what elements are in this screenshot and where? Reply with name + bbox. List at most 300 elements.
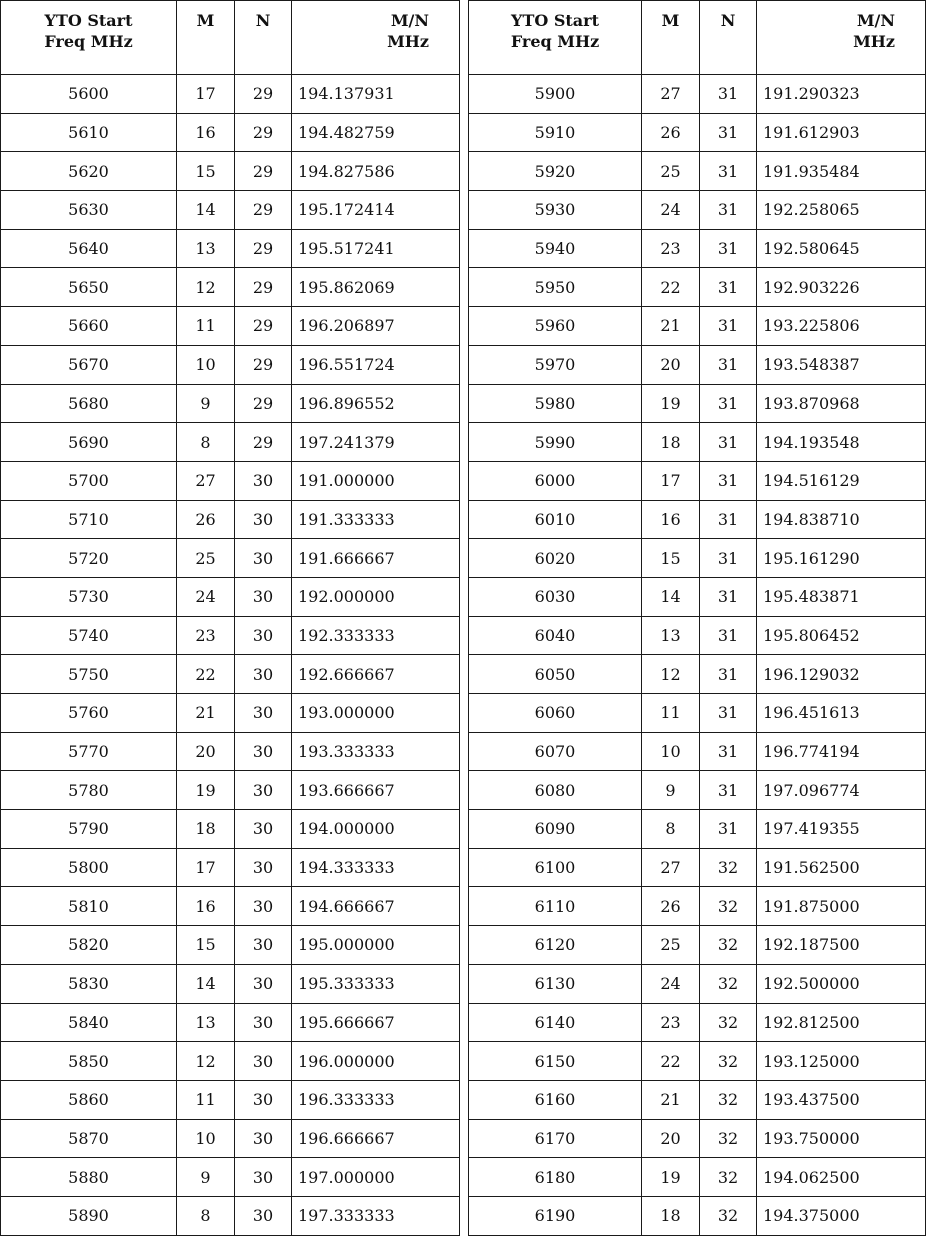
mn-ratio-cell: 194.000000 xyxy=(292,810,460,849)
yto-freq-cell: 6120 xyxy=(469,926,642,965)
mn-ratio-cell: 195.161290 xyxy=(757,539,926,578)
yto-freq-cell: 5660 xyxy=(1,307,177,346)
table-row xyxy=(1,926,460,965)
n-cell: 29 xyxy=(235,307,292,346)
n-cell: 30 xyxy=(235,655,292,694)
n-cell: 31 xyxy=(700,655,757,694)
m-cell: 21 xyxy=(642,1080,700,1119)
mn-header-line1: M/N xyxy=(390,11,429,30)
yto-freq-cell: 6180 xyxy=(469,1158,642,1197)
n-cell: 29 xyxy=(235,113,292,152)
table-row xyxy=(1,1080,460,1119)
m-cell: 11 xyxy=(177,1080,235,1119)
m-cell: 23 xyxy=(642,1003,700,1042)
m-cell: 19 xyxy=(642,384,700,423)
table-row xyxy=(1,75,460,114)
yto-freq-cell: 5760 xyxy=(1,694,177,733)
mn-ratio-cell: 192.666667 xyxy=(292,655,460,694)
n-cell: 30 xyxy=(235,1042,292,1081)
yto-freq-cell: 6070 xyxy=(469,732,642,771)
yto-freq-cell: 5700 xyxy=(1,461,177,500)
n-cell: 31 xyxy=(700,384,757,423)
table-row xyxy=(1,152,460,191)
yto-freq-cell: 5640 xyxy=(1,229,177,268)
table-row xyxy=(1,461,460,500)
yto-freq-cell: 6010 xyxy=(469,500,642,539)
m-cell: 26 xyxy=(642,113,700,152)
yto-freq-cell: 6030 xyxy=(469,577,642,616)
mn-ratio-cell: 195.000000 xyxy=(292,926,460,965)
m-cell: 13 xyxy=(177,1003,235,1042)
table-row xyxy=(1,500,460,539)
table-row xyxy=(1,423,460,462)
yto-freq-cell: 6160 xyxy=(469,1080,642,1119)
mn-ratio-cell: 194.333333 xyxy=(292,848,460,887)
table-row xyxy=(469,1158,926,1197)
yto-freq-cell: 5960 xyxy=(469,307,642,346)
m-cell: 15 xyxy=(177,926,235,965)
left-frequency-table xyxy=(0,0,460,1236)
n-cell: 31 xyxy=(700,500,757,539)
yto-freq-cell: 6190 xyxy=(469,1196,642,1235)
n-cell: 29 xyxy=(235,345,292,384)
mn-ratio-cell: 191.666667 xyxy=(292,539,460,578)
yto-freq-cell: 6110 xyxy=(469,887,642,926)
m-cell: 12 xyxy=(177,1042,235,1081)
table-row xyxy=(469,887,926,926)
yto-freq-cell: 5830 xyxy=(1,964,177,1003)
n-cell: 32 xyxy=(700,887,757,926)
n-header: N xyxy=(235,1,292,75)
n-cell: 30 xyxy=(235,964,292,1003)
mn-ratio-cell: 195.862069 xyxy=(292,268,460,307)
table-row xyxy=(469,1003,926,1042)
m-cell: 14 xyxy=(177,191,235,230)
header-row xyxy=(469,1,926,75)
mn-ratio-cell: 194.516129 xyxy=(757,461,926,500)
table-row xyxy=(1,229,460,268)
yto-freq-cell: 6060 xyxy=(469,694,642,733)
yto-freq-cell: 5770 xyxy=(1,732,177,771)
n-cell: 32 xyxy=(700,964,757,1003)
mn-ratio-cell: 194.193548 xyxy=(757,423,926,462)
yto-freq-cell: 6130 xyxy=(469,964,642,1003)
mn-ratio-cell: 192.258065 xyxy=(757,191,926,230)
mn-ratio-cell: 191.562500 xyxy=(757,848,926,887)
n-cell: 31 xyxy=(700,732,757,771)
yto-freq-cell: 5610 xyxy=(1,113,177,152)
yto-header-line1: YTO Start xyxy=(511,11,599,30)
m-cell: 15 xyxy=(177,152,235,191)
yto-freq-cell: 5710 xyxy=(1,500,177,539)
table-row xyxy=(1,577,460,616)
m-cell: 16 xyxy=(177,113,235,152)
table-row xyxy=(469,461,926,500)
mn-ratio-cell: 193.225806 xyxy=(757,307,926,346)
m-cell: 18 xyxy=(177,810,235,849)
n-cell: 30 xyxy=(235,1196,292,1235)
table-row xyxy=(1,771,460,810)
n-cell: 30 xyxy=(235,887,292,926)
yto-freq-cell: 5810 xyxy=(1,887,177,926)
yto-freq-cell: 6040 xyxy=(469,616,642,655)
yto-freq-cell: 5980 xyxy=(469,384,642,423)
yto-start-freq-header xyxy=(1,1,177,75)
m-cell: 10 xyxy=(177,1119,235,1158)
yto-freq-cell: 5750 xyxy=(1,655,177,694)
m-cell: 9 xyxy=(177,1158,235,1197)
n-cell: 29 xyxy=(235,152,292,191)
m-cell: 25 xyxy=(177,539,235,578)
table-row xyxy=(469,268,926,307)
n-cell: 31 xyxy=(700,423,757,462)
table-row xyxy=(469,191,926,230)
m-cell: 19 xyxy=(177,771,235,810)
mn-ratio-cell: 195.172414 xyxy=(292,191,460,230)
table-row xyxy=(1,268,460,307)
yto-freq-cell: 5820 xyxy=(1,926,177,965)
m-cell: 24 xyxy=(642,191,700,230)
m-cell: 9 xyxy=(642,771,700,810)
table-row xyxy=(469,810,926,849)
yto-freq-cell: 5890 xyxy=(1,1196,177,1235)
yto-header-line1: YTO Start xyxy=(44,11,133,30)
n-cell: 32 xyxy=(700,1196,757,1235)
n-cell: 30 xyxy=(235,810,292,849)
m-cell: 10 xyxy=(177,345,235,384)
yto-header-line2: Freq MHz xyxy=(44,32,133,51)
table-row xyxy=(469,1080,926,1119)
n-cell: 32 xyxy=(700,1003,757,1042)
mn-ratio-cell: 191.875000 xyxy=(757,887,926,926)
mn-ratio-cell: 193.666667 xyxy=(292,771,460,810)
m-cell: 27 xyxy=(177,461,235,500)
table-row xyxy=(1,1042,460,1081)
n-cell: 31 xyxy=(700,771,757,810)
mn-ratio-cell: 197.333333 xyxy=(292,1196,460,1235)
mn-ratio-cell: 196.551724 xyxy=(292,345,460,384)
n-cell: 29 xyxy=(235,191,292,230)
mn-ratio-cell: 193.437500 xyxy=(757,1080,926,1119)
mn-ratio-cell: 192.580645 xyxy=(757,229,926,268)
n-cell: 31 xyxy=(700,539,757,578)
mn-ratio-cell: 196.666667 xyxy=(292,1119,460,1158)
mn-ratio-cell: 196.206897 xyxy=(292,307,460,346)
n-cell: 30 xyxy=(235,694,292,733)
n-cell: 30 xyxy=(235,1158,292,1197)
yto-freq-cell: 5930 xyxy=(469,191,642,230)
table-row xyxy=(1,732,460,771)
table-row xyxy=(469,1042,926,1081)
mn-ratio-cell: 195.806452 xyxy=(757,616,926,655)
n-cell: 29 xyxy=(235,75,292,114)
m-cell: 9 xyxy=(177,384,235,423)
yto-freq-cell: 5600 xyxy=(1,75,177,114)
m-cell: 10 xyxy=(642,732,700,771)
yto-freq-cell: 5920 xyxy=(469,152,642,191)
mn-ratio-cell: 195.333333 xyxy=(292,964,460,1003)
m-cell: 17 xyxy=(177,848,235,887)
mn-ratio-cell: 195.517241 xyxy=(292,229,460,268)
yto-freq-cell: 6050 xyxy=(469,655,642,694)
n-cell: 30 xyxy=(235,1003,292,1042)
m-cell: 25 xyxy=(642,152,700,191)
n-cell: 30 xyxy=(235,461,292,500)
table-row xyxy=(1,1119,460,1158)
m-cell: 17 xyxy=(177,75,235,114)
table-row xyxy=(1,1158,460,1197)
n-cell: 30 xyxy=(235,616,292,655)
mn-ratio-cell: 192.187500 xyxy=(757,926,926,965)
table-row xyxy=(1,384,460,423)
yto-freq-cell: 5940 xyxy=(469,229,642,268)
table-row xyxy=(1,1003,460,1042)
n-cell: 31 xyxy=(700,307,757,346)
yto-freq-cell: 6020 xyxy=(469,539,642,578)
yto-freq-cell: 5650 xyxy=(1,268,177,307)
m-cell: 22 xyxy=(642,268,700,307)
n-cell: 32 xyxy=(700,1119,757,1158)
mn-header xyxy=(292,1,460,75)
n-cell: 31 xyxy=(700,461,757,500)
mn-ratio-cell: 196.129032 xyxy=(757,655,926,694)
n-cell: 31 xyxy=(700,616,757,655)
mn-ratio-cell: 194.137931 xyxy=(292,75,460,114)
mn-ratio-cell: 192.333333 xyxy=(292,616,460,655)
mn-ratio-cell: 196.000000 xyxy=(292,1042,460,1081)
left-table-body xyxy=(1,75,460,1236)
table-row xyxy=(469,152,926,191)
m-cell: 16 xyxy=(177,887,235,926)
n-cell: 32 xyxy=(700,926,757,965)
yto-freq-cell: 5860 xyxy=(1,1080,177,1119)
m-cell: 23 xyxy=(642,229,700,268)
m-cell: 13 xyxy=(177,229,235,268)
yto-freq-cell: 6090 xyxy=(469,810,642,849)
m-cell: 26 xyxy=(177,500,235,539)
mn-ratio-cell: 196.896552 xyxy=(292,384,460,423)
n-cell: 31 xyxy=(700,113,757,152)
n-cell: 30 xyxy=(235,577,292,616)
yto-freq-cell: 5720 xyxy=(1,539,177,578)
mn-ratio-cell: 196.333333 xyxy=(292,1080,460,1119)
yto-freq-cell: 5850 xyxy=(1,1042,177,1081)
m-cell: 19 xyxy=(642,1158,700,1197)
table-row xyxy=(469,500,926,539)
m-header: M xyxy=(642,1,700,75)
table-row xyxy=(469,1196,926,1235)
mn-ratio-cell: 194.375000 xyxy=(757,1196,926,1235)
m-cell: 22 xyxy=(177,655,235,694)
m-cell: 18 xyxy=(642,423,700,462)
table-row xyxy=(1,345,460,384)
mn-ratio-cell: 192.812500 xyxy=(757,1003,926,1042)
table-row xyxy=(469,848,926,887)
mn-ratio-cell: 192.500000 xyxy=(757,964,926,1003)
m-cell: 18 xyxy=(642,1196,700,1235)
yto-freq-cell: 5730 xyxy=(1,577,177,616)
table-row xyxy=(469,113,926,152)
m-cell: 14 xyxy=(642,577,700,616)
table-row xyxy=(1,810,460,849)
n-cell: 32 xyxy=(700,1158,757,1197)
mn-ratio-cell: 193.548387 xyxy=(757,345,926,384)
n-header: N xyxy=(700,1,757,75)
mn-ratio-cell: 195.666667 xyxy=(292,1003,460,1042)
m-cell: 12 xyxy=(177,268,235,307)
yto-freq-cell: 5840 xyxy=(1,1003,177,1042)
n-cell: 30 xyxy=(235,848,292,887)
n-cell: 32 xyxy=(700,1042,757,1081)
n-cell: 30 xyxy=(235,539,292,578)
yto-header-line2: Freq MHz xyxy=(510,32,600,51)
mn-ratio-cell: 191.935484 xyxy=(757,152,926,191)
mn-ratio-cell: 193.750000 xyxy=(757,1119,926,1158)
table-row xyxy=(469,926,926,965)
table-row xyxy=(1,191,460,230)
m-cell: 20 xyxy=(642,1119,700,1158)
table-row xyxy=(469,655,926,694)
table-row xyxy=(469,229,926,268)
yto-start-freq-header xyxy=(469,1,642,75)
table-row xyxy=(469,732,926,771)
table-row xyxy=(469,539,926,578)
yto-freq-cell: 5620 xyxy=(1,152,177,191)
mn-ratio-cell: 195.483871 xyxy=(757,577,926,616)
n-cell: 29 xyxy=(235,268,292,307)
yto-freq-cell: 5870 xyxy=(1,1119,177,1158)
mn-ratio-cell: 197.241379 xyxy=(292,423,460,462)
m-cell: 21 xyxy=(177,694,235,733)
yto-freq-cell: 5990 xyxy=(469,423,642,462)
yto-freq-cell: 5900 xyxy=(469,75,642,114)
mn-ratio-cell: 191.612903 xyxy=(757,113,926,152)
n-cell: 30 xyxy=(235,500,292,539)
yto-freq-cell: 5910 xyxy=(469,113,642,152)
yto-freq-cell: 5800 xyxy=(1,848,177,887)
m-cell: 22 xyxy=(642,1042,700,1081)
n-cell: 29 xyxy=(235,384,292,423)
table-row xyxy=(469,577,926,616)
n-cell: 29 xyxy=(235,229,292,268)
table-row xyxy=(469,423,926,462)
m-cell: 20 xyxy=(177,732,235,771)
m-cell: 16 xyxy=(642,500,700,539)
table-row xyxy=(469,1119,926,1158)
yto-freq-cell: 6000 xyxy=(469,461,642,500)
n-cell: 32 xyxy=(700,848,757,887)
m-header: M xyxy=(177,1,235,75)
m-cell: 11 xyxy=(177,307,235,346)
n-cell: 30 xyxy=(235,1119,292,1158)
n-cell: 31 xyxy=(700,75,757,114)
table-row xyxy=(469,771,926,810)
n-cell: 30 xyxy=(235,732,292,771)
mn-ratio-cell: 194.062500 xyxy=(757,1158,926,1197)
mn-ratio-cell: 194.666667 xyxy=(292,887,460,926)
yto-freq-cell: 6170 xyxy=(469,1119,642,1158)
yto-freq-cell: 5690 xyxy=(1,423,177,462)
yto-freq-cell: 5880 xyxy=(1,1158,177,1197)
n-cell: 31 xyxy=(700,229,757,268)
n-cell: 31 xyxy=(700,577,757,616)
table-row xyxy=(1,1196,460,1235)
yto-freq-cell: 6100 xyxy=(469,848,642,887)
n-cell: 30 xyxy=(235,926,292,965)
mn-ratio-cell: 197.096774 xyxy=(757,771,926,810)
n-cell: 31 xyxy=(700,268,757,307)
table-row xyxy=(1,848,460,887)
n-cell: 30 xyxy=(235,771,292,810)
mn-ratio-cell: 193.870968 xyxy=(757,384,926,423)
table-row xyxy=(469,75,926,114)
mn-ratio-cell: 192.903226 xyxy=(757,268,926,307)
yto-freq-cell: 5970 xyxy=(469,345,642,384)
table-row xyxy=(1,964,460,1003)
mn-ratio-cell: 196.451613 xyxy=(757,694,926,733)
m-cell: 13 xyxy=(642,616,700,655)
m-cell: 20 xyxy=(642,345,700,384)
table-row xyxy=(469,694,926,733)
yto-freq-cell: 5950 xyxy=(469,268,642,307)
yto-freq-cell: 6140 xyxy=(469,1003,642,1042)
mn-header-line2: MHz xyxy=(853,32,895,51)
m-cell: 24 xyxy=(642,964,700,1003)
m-cell: 23 xyxy=(177,616,235,655)
table-row xyxy=(1,307,460,346)
mn-ratio-cell: 194.482759 xyxy=(292,113,460,152)
m-cell: 27 xyxy=(642,848,700,887)
mn-ratio-cell: 193.125000 xyxy=(757,1042,926,1081)
mn-ratio-cell: 193.000000 xyxy=(292,694,460,733)
yto-freq-cell: 5790 xyxy=(1,810,177,849)
m-cell: 8 xyxy=(642,810,700,849)
table-row xyxy=(469,384,926,423)
m-cell: 21 xyxy=(642,307,700,346)
n-cell: 29 xyxy=(235,423,292,462)
mn-header-line2: MHz xyxy=(387,32,429,51)
table-row xyxy=(1,887,460,926)
n-cell: 30 xyxy=(235,1080,292,1119)
mn-ratio-cell: 192.000000 xyxy=(292,577,460,616)
mn-ratio-cell: 193.333333 xyxy=(292,732,460,771)
table-row xyxy=(469,616,926,655)
m-cell: 12 xyxy=(642,655,700,694)
yto-freq-cell: 5780 xyxy=(1,771,177,810)
yto-freq-cell: 5680 xyxy=(1,384,177,423)
table-row xyxy=(1,616,460,655)
n-cell: 31 xyxy=(700,810,757,849)
m-cell: 15 xyxy=(642,539,700,578)
yto-freq-cell: 5740 xyxy=(1,616,177,655)
n-cell: 31 xyxy=(700,694,757,733)
table-row xyxy=(1,113,460,152)
m-cell: 8 xyxy=(177,1196,235,1235)
m-cell: 25 xyxy=(642,926,700,965)
m-cell: 27 xyxy=(642,75,700,114)
table-row xyxy=(1,655,460,694)
mn-header xyxy=(757,1,926,75)
mn-ratio-cell: 194.838710 xyxy=(757,500,926,539)
m-cell: 8 xyxy=(177,423,235,462)
mn-ratio-cell: 191.000000 xyxy=(292,461,460,500)
yto-freq-cell: 5670 xyxy=(1,345,177,384)
yto-freq-cell: 6080 xyxy=(469,771,642,810)
yto-freq-cell: 5630 xyxy=(1,191,177,230)
table-row xyxy=(1,539,460,578)
m-cell: 24 xyxy=(177,577,235,616)
table-row xyxy=(1,694,460,733)
